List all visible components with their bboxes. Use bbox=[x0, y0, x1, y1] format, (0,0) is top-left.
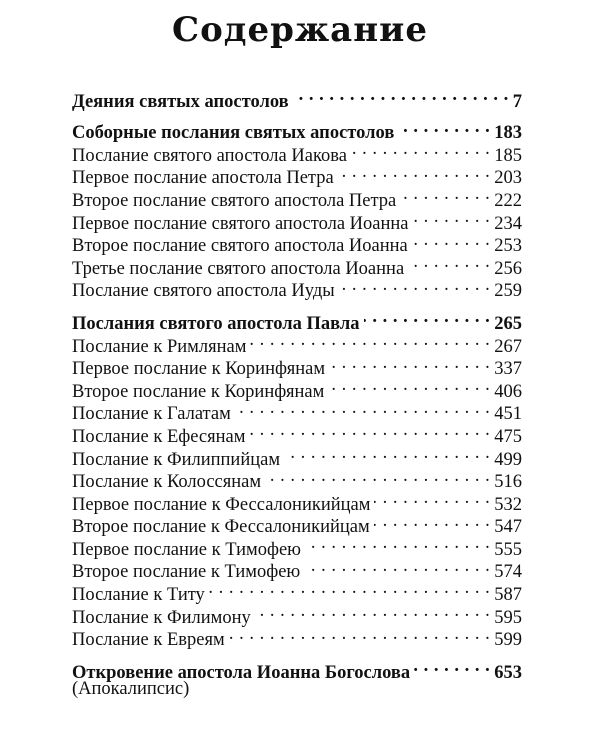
dot-leader bbox=[265, 465, 490, 488]
toc-entry-label: Послание к Филиппийцам bbox=[72, 449, 281, 470]
dot-leader bbox=[329, 352, 490, 375]
toc-page-number: 234 bbox=[494, 213, 522, 234]
dot-leader bbox=[413, 206, 491, 229]
dot-leader bbox=[412, 229, 491, 252]
toc-entry-label: Третье послание святого апостола Иоанна bbox=[72, 258, 405, 279]
dot-leader bbox=[304, 555, 490, 578]
toc-entry-label: Второе послание к Тимофею bbox=[72, 562, 301, 583]
toc-entry-label: Второе послание к Коринфянам bbox=[72, 381, 325, 402]
dot-leader bbox=[398, 116, 490, 139]
toc-section-heading[interactable] bbox=[72, 655, 522, 683]
toc-entry-label: Второе послание святого апостола Петра bbox=[72, 190, 397, 211]
dot-leader bbox=[255, 600, 491, 623]
dot-leader bbox=[351, 138, 490, 161]
toc-entry-label: Послание к Евреям bbox=[72, 630, 225, 651]
dot-leader bbox=[284, 442, 490, 465]
dot-leader bbox=[374, 487, 490, 510]
toc-entry-label: Первое послание к Тимофею bbox=[72, 539, 301, 560]
toc-page-number: 451 bbox=[494, 404, 522, 425]
toc-entry-subtitle: (Апокалипсис) bbox=[72, 678, 190, 699]
toc-entry-label: Послание к Филимону bbox=[72, 607, 251, 628]
dot-leader bbox=[338, 161, 491, 184]
toc-entry-label: Послание к Ефесянам bbox=[72, 426, 246, 447]
toc-entry-label: Послание к Колоссянам bbox=[72, 472, 262, 493]
toc-entry-label: Послание святого апостола Иакова bbox=[72, 145, 347, 166]
page-title: Содержание bbox=[172, 10, 428, 50]
toc-page-number: 267 bbox=[494, 336, 522, 357]
toc-page-number: 532 bbox=[494, 494, 522, 515]
dot-leader bbox=[305, 532, 490, 555]
toc-entry-label: Деяния святых апостолов bbox=[72, 91, 289, 112]
toc-section-heading[interactable] bbox=[72, 306, 522, 334]
toc-section-heading[interactable] bbox=[72, 116, 522, 144]
toc-entry-label: Послание к Римлянам bbox=[72, 336, 247, 357]
toc-page-number: 185 bbox=[494, 145, 522, 166]
dot-leader bbox=[400, 183, 490, 206]
toc-page-number: 259 bbox=[494, 281, 522, 302]
dot-leader bbox=[408, 251, 490, 274]
dot-leader bbox=[209, 577, 490, 600]
toc-entry-label: Послание к Галатам bbox=[72, 404, 231, 425]
toc-entry-label: Соборные послания святых апостолов bbox=[72, 123, 395, 144]
toc-page-number: 183 bbox=[494, 123, 522, 144]
toc-page-number: 595 bbox=[494, 607, 522, 628]
toc-entry-label: Послания святого апостола Павла bbox=[72, 313, 360, 334]
toc-page-number: 406 bbox=[494, 381, 522, 402]
toc-page-number: 475 bbox=[494, 426, 522, 447]
dot-leader bbox=[229, 623, 491, 646]
toc-page-number: 222 bbox=[494, 190, 522, 211]
dot-leader bbox=[235, 397, 490, 420]
toc-page-number: 547 bbox=[494, 517, 522, 538]
toc-page-number: 337 bbox=[494, 359, 522, 380]
table-of-contents bbox=[72, 84, 522, 700]
toc-page-number: 256 bbox=[494, 258, 522, 279]
toc-entry-label: Первое послание к Фессалоникийцам bbox=[72, 494, 371, 515]
dot-leader bbox=[374, 510, 491, 533]
toc-page-number: 599 bbox=[494, 630, 522, 651]
toc-page-number: 203 bbox=[494, 168, 522, 189]
toc-entry-label: Первое послание апостола Петра bbox=[72, 168, 334, 189]
toc-entry-label: Послание святого апостола Иуды bbox=[72, 281, 335, 302]
dot-leader bbox=[250, 329, 490, 352]
dot-leader bbox=[249, 419, 490, 442]
toc-page-number: 516 bbox=[494, 472, 522, 493]
toc-entry-label: Откровение апостола Иоанна Богослова bbox=[72, 662, 411, 683]
toc-page-number: 555 bbox=[494, 539, 522, 560]
toc-page-number: 253 bbox=[494, 236, 522, 257]
dot-leader bbox=[293, 84, 509, 107]
toc-page-number: 653 bbox=[494, 662, 522, 683]
toc-section-heading[interactable] bbox=[72, 84, 522, 112]
dot-leader bbox=[328, 374, 490, 397]
toc-entry-label: Второе послание к Фессалоникийцам bbox=[72, 517, 370, 538]
toc-entry-label: Первое послание святого апостола Иоанна bbox=[72, 213, 409, 234]
dot-leader bbox=[339, 274, 491, 297]
toc-entry-label: Второе послание святого апостола Иоанна bbox=[72, 236, 408, 257]
toc-page-number: 499 bbox=[494, 449, 522, 470]
toc-page-number: 574 bbox=[494, 562, 522, 583]
toc-page-number: 7 bbox=[512, 91, 522, 112]
dot-leader bbox=[414, 655, 490, 678]
toc-page-number: 265 bbox=[494, 313, 522, 334]
toc-page-number: 587 bbox=[494, 585, 522, 606]
toc-entry-label: Первое послание к Коринфянам bbox=[72, 359, 326, 380]
toc-entry-label: Послание к Титу bbox=[72, 585, 205, 606]
dot-leader bbox=[364, 306, 491, 329]
